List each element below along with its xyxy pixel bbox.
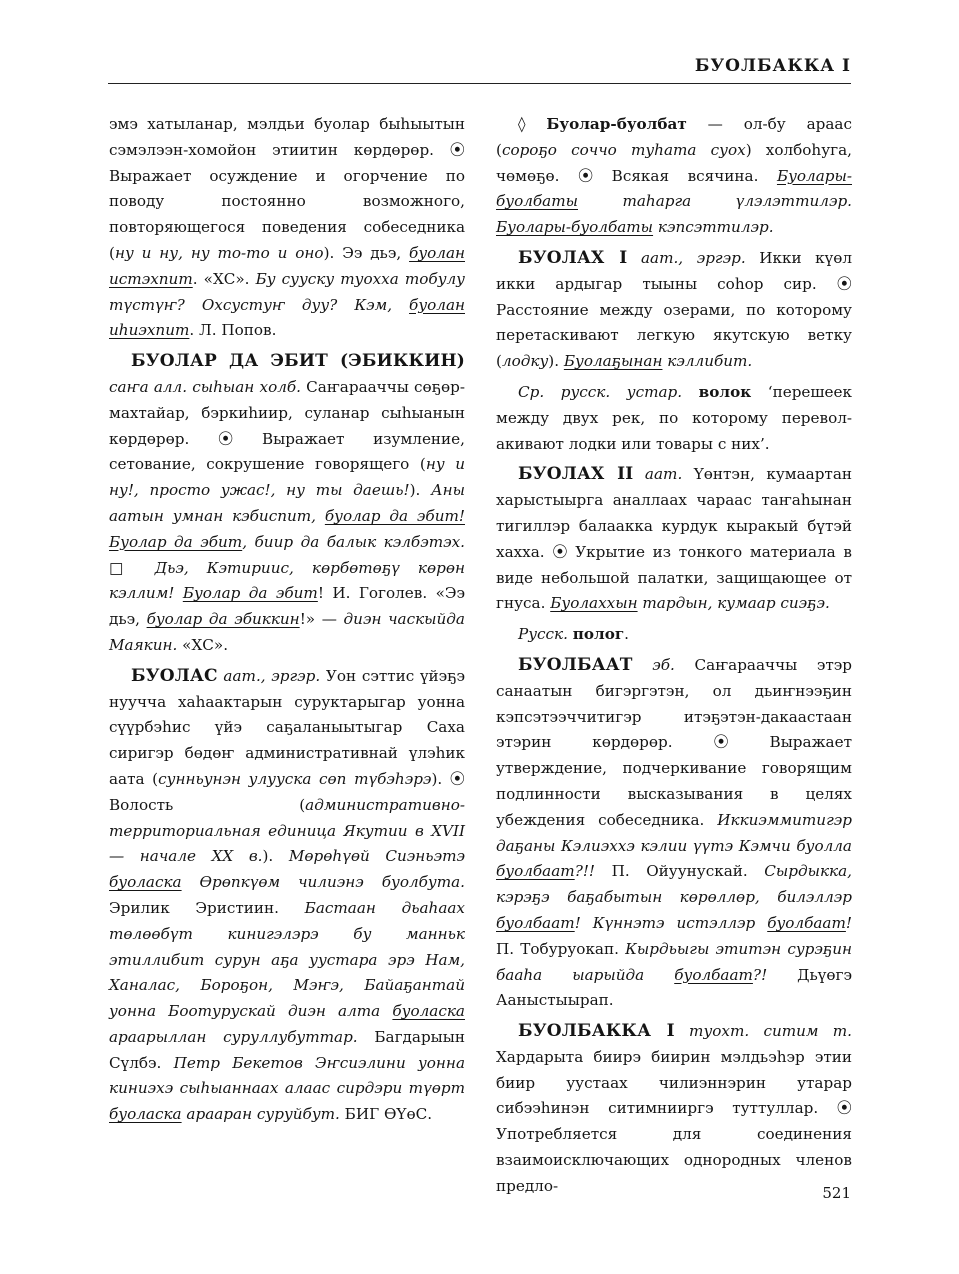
entry-buolbaat: БУОЛБААТ эб. Саҥарааччы этэр санаатын бигэргэтэн, ол дьиҥнээҕин кэпсэтээччитигэр итэҕэтэн-дакаастаан этэрин көрдөрөр. ⦿ Выражает утверждение, подчеркивание говорящим подлинности высказывания в целях убеждения собеседника. Иккиэммитигэр даҕаны Кэлиэххэ кэлии үүтэ Кэмчи буолла буолбаат?!! П. Ойуунускай. Сырдыкка, кэрэҕэ баҕабытын көрөллөр, билэллэр буолбаат! Күннэтэ истэллэр буолбаат! П. Тобуруокап. Кырдьыгы этитэн сурэҕин бааһа ыарыйда буолбаат?! Дьүөгэ Ааныстыырап. (496, 654, 852, 1010)
etymology-note: Ср. русск. устар. волок ‘перешеек между двух рек, по которому переволакивают лодки или товары с них’. (496, 382, 852, 453)
entry-buolakh-2: БУОЛАХ II аат. Үөнтэн, кумаартан харыстыырга аналлаах чараас таҥаһынан тигиллэр балаакка курдук кыракый бүтэй хахха. ⦿ Укрытие из тонкого материала в виде небольшой палатки, защищающее от гнуса. Буолаххын тардын, кумаар сиэҕэ. (496, 464, 853, 613)
left-column (109, 112, 465, 1128)
running-head: БУОЛБАККА I (694, 56, 851, 76)
entry-buolas: БУОЛАС аат., эргэр. Уон сэттис үйэҕэ нууччa хаһаактарын суруктарыгар уонна сүүрбэһис үйэ саҕаланыытыгар Саха сиригэр бөдөҥ административнай үлэһик аата (сунньунэн улууска сөп түбэһэрэ). ⦿ Волость (административно-территориальная единица Якутии в XVII — начале XX в.). Мөрөһүөй Сиэньэтэ буоласка Өрөпкүөм чилиэнэ буолбута. Эрилик Эристиин. Бастаан дьаһаах төлөөбүт кинигэлэрэ бу манньк этиллибит сурун аҕа уустара эрэ Нам, Ханалас, Бороҕон, Мэҥэ, Байаҕантай уонна Боотурускай диэн алта буоласка араарыллан суруллубуттар. Багдарыын Сүлбэ. Петр Бекетов Эҥсиэлини уонна киниэхэ сыһыаннаах алаас сирдэри түөрт буоласка арааран суруйбут. БИГ ӨҮөС. (109, 665, 465, 1124)
headword: БУОЛБААТ (518, 654, 633, 675)
entry-buolar-da-ebit: БУОЛАР ДА ЭБИТ (ЭБИККИН) саҥа алл. сыһыан холб. Саҥарааччы сөҕөр-махтайар, бэркиһиир, суланар сыһыанын көрдөрөр. ⦿ Выражает изумление, сетование, сокрушение говорящего (ну и ну!, просто ужас!, ну ты даешь!). Аны аатын умнан кэбиспит, буолар да эбит! Буолар да эбит, биир да балык кэлбэтэх. □ Дьэ, Кэтириис, көрбөтөҕү көрөн кэллим! Буолар да эбит! И. Гоголев. «Ээ дьэ, буолар да эбиккин!» — диэн часкыйда Маякин. «ХС». (109, 351, 465, 654)
page-number: 521 (822, 1184, 851, 1202)
entry-continuation: эмэ хатыланар, мэлдьи буолар быһыытын сэмэлээн-хомойон этиитин көрдөрөр. ⦿ Выражает осуждение и огорчение по поводу постоянно возможного, повторяющегося поведения собеседника (ну и ну, ну то-то и оно). Ээ дьэ, буолан истэхпит. «ХС». Бу сууску туохха тобулу түстүҥ? Охсустуҥ дуу? Кэм, буолан иһиэхпит. Л. Попов. (109, 115, 465, 340)
header-rule (108, 83, 851, 84)
headword: БУОЛБАККА I (518, 1021, 675, 1042)
right-column (496, 112, 852, 1200)
entry-buolakh-1: БУОЛАХ I аат., эргэр. Икки күөл икки ардыгар тыыны соһор сир. ⦿ Расстояние между озерами, по которому перетаскивают легкую якутскую ветку (лодку). Буолаҕынан кэллибит. (496, 247, 852, 371)
headword: БУОЛАХ II (518, 464, 634, 485)
subentry-buolar-buolbat: ◊ Буолар-буолбат — ол-бу араас (сороҕо соччо туһата суох) холбоһуга, чөмөҕө. ⦿ Всякая всячина. Буолары-буолбаты таһарга үлэлэттилэр. Буолары-буолбаты кэпсэттилэр. (496, 115, 852, 237)
headword: БУОЛАС (131, 665, 218, 686)
headword: БУОЛАХ I (518, 247, 628, 268)
headword: БУОЛАР ДА ЭБИТ (ЭБИККИН) (131, 351, 465, 372)
etymology-note: Русск. полог. (518, 625, 629, 644)
entry-buolbakka-1: БУОЛБАККА I туохт. ситим т. Хардарыта биирэ биирин мэлдьэһэр этии биир уустаах чилиэннэрин утарар сибээһинэн ситимнииргэ туттуллар. ⦿ Употребляется для соединения взаимоисключающих однородных членов предло- (496, 1021, 852, 1195)
